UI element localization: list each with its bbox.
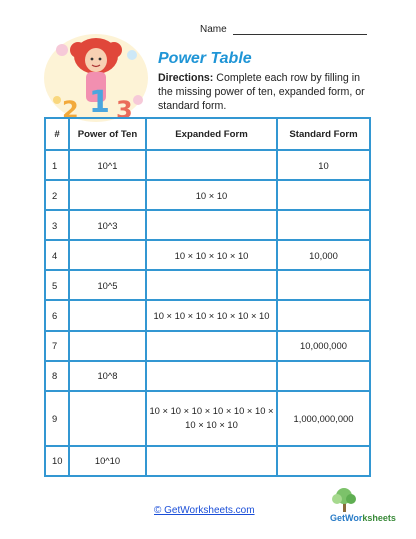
table-row	[45, 446, 370, 476]
logo-get: GetWor	[330, 513, 363, 523]
power-cell[interactable]	[69, 391, 146, 446]
expanded-cell[interactable]	[146, 446, 277, 476]
power-cell[interactable]: 10^8	[69, 361, 146, 391]
row-number: 6	[45, 300, 69, 330]
table-row	[45, 240, 370, 270]
expanded-cell[interactable]: 10 × 10	[146, 180, 277, 210]
column-header-expanded: Expanded Form	[146, 118, 277, 150]
table-row	[45, 180, 370, 210]
directions-text	[158, 71, 373, 113]
name-input-line[interactable]	[233, 34, 367, 35]
row-number: 2	[45, 180, 69, 210]
power-cell[interactable]	[69, 240, 146, 270]
svg-text:1: 1	[89, 85, 110, 120]
logo-wordmark	[330, 513, 396, 523]
standard-cell[interactable]	[277, 446, 370, 476]
getworksheets-link[interactable]: © GetWorksheets.com	[154, 505, 255, 516]
table-row	[45, 270, 370, 300]
standard-cell[interactable]	[277, 270, 370, 300]
table-row	[45, 331, 370, 361]
standard-cell[interactable]: 10,000	[277, 240, 370, 270]
row-number: 1	[45, 150, 69, 180]
table-row	[45, 391, 370, 446]
svg-text:3: 3	[116, 96, 133, 124]
standard-cell[interactable]: 10	[277, 150, 370, 180]
logo-rest: ksheets	[362, 513, 396, 523]
expanded-cell[interactable]: 10 × 10 × 10 × 10 × 10 × 10	[146, 300, 277, 330]
standard-cell[interactable]	[277, 210, 370, 240]
standard-cell[interactable]	[277, 180, 370, 210]
expanded-cell[interactable]: 10 × 10 × 10 × 10 × 10 × 10 × 10 × 10 × 10	[146, 391, 277, 446]
expanded-cell[interactable]	[146, 361, 277, 391]
power-cell[interactable]	[69, 331, 146, 361]
table-row	[45, 150, 370, 180]
standard-cell[interactable]	[277, 300, 370, 330]
power-cell[interactable]	[69, 300, 146, 330]
expanded-cell[interactable]	[146, 270, 277, 300]
row-number: 5	[45, 270, 69, 300]
power-cell[interactable]	[69, 180, 146, 210]
directions-lead: Directions:	[158, 72, 214, 84]
name-label: Name	[200, 24, 227, 35]
row-number: 10	[45, 446, 69, 476]
row-number: 3	[45, 210, 69, 240]
row-number: 8	[45, 361, 69, 391]
power-cell[interactable]: 10^3	[69, 210, 146, 240]
column-header-power: Power of Ten	[69, 118, 146, 150]
directions-body: Complete each row by filling in the missing power of ten, expanded form, or standard form.	[158, 72, 365, 112]
cartoon-girl-with-numbers-illustration	[42, 30, 150, 125]
standard-cell[interactable]	[277, 361, 370, 391]
expanded-cell[interactable]	[146, 210, 277, 240]
standard-cell[interactable]: 1,000,000,000	[277, 391, 370, 446]
expanded-cell[interactable]	[146, 331, 277, 361]
power-table	[44, 117, 371, 477]
standard-cell[interactable]: 10,000,000	[277, 331, 370, 361]
row-number: 7	[45, 331, 69, 361]
power-cell[interactable]: 10^5	[69, 270, 146, 300]
row-number: 4	[45, 240, 69, 270]
column-header-standard: Standard Form	[277, 118, 370, 150]
table-row	[45, 300, 370, 330]
row-number: 9	[45, 391, 69, 446]
table-row	[45, 210, 370, 240]
page-title: Power Table	[158, 50, 252, 67]
power-cell[interactable]: 10^10	[69, 446, 146, 476]
expanded-cell[interactable]: 10 × 10 × 10 × 10	[146, 240, 277, 270]
table-row	[45, 361, 370, 391]
svg-text:2: 2	[62, 96, 79, 124]
column-header-number: #	[45, 118, 69, 150]
power-cell[interactable]: 10^1	[69, 150, 146, 180]
table-header-row	[45, 118, 370, 150]
expanded-cell[interactable]	[146, 150, 277, 180]
